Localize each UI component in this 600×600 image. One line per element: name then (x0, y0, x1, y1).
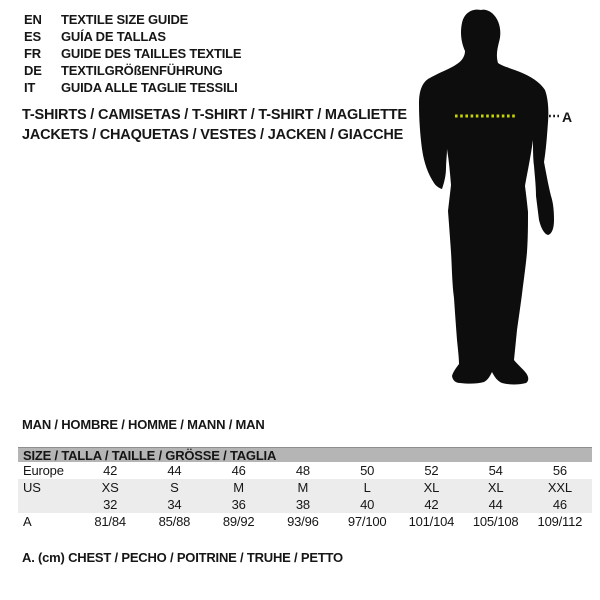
size-cell: 54 (488, 463, 503, 478)
size-cell: 40 (360, 497, 375, 512)
size-cell: 93/96 (287, 514, 319, 529)
size-cell: 89/92 (222, 514, 255, 529)
size-cell: XL (487, 480, 504, 495)
size-cell: 42 (103, 463, 118, 478)
size-table (18, 447, 592, 530)
size-cell: 48 (295, 463, 310, 478)
section-title-man: MAN / HOMBRE / HOMME / MANN / MAN (22, 417, 265, 432)
size-cell: 38 (295, 497, 310, 512)
size-cell: 56 (552, 463, 567, 478)
measurement-figure (410, 6, 574, 396)
language-list (24, 11, 241, 96)
size-cell: 97/100 (347, 514, 387, 529)
language-code: ES (24, 29, 41, 44)
size-cell: 109/112 (537, 514, 583, 529)
measure-label-a: A (562, 109, 573, 125)
size-table-header: SIZE / TALLA / TAILLE / GRÖSSE / TAGLIA (18, 447, 592, 462)
size-cell: XS (101, 480, 119, 495)
size-cell: M (233, 480, 244, 495)
category-line-tshirts: T-SHIRTS / CAMISETAS / T-SHIRT / T-SHIRT / MAGLIETTE (22, 107, 407, 123)
row-label: US (23, 480, 41, 495)
size-cell: L (363, 480, 371, 495)
table-row-chest-a (18, 513, 592, 530)
size-cell: 101/104 (408, 514, 455, 529)
size-cell: 42 (424, 497, 439, 512)
chest-footnote: A. (cm) CHEST / PECHO / POITRINE / TRUHE / PETTO (22, 550, 343, 565)
size-cell: 44 (488, 497, 503, 512)
language-code: IT (24, 80, 36, 95)
size-cell: 52 (424, 463, 439, 478)
language-label: GUIDA ALLE TAGLIE TESSILI (61, 80, 238, 95)
language-code: DE (24, 63, 42, 78)
size-cell: 46 (231, 463, 246, 478)
row-label: Europe (23, 463, 64, 478)
table-row-us-numeric (18, 496, 592, 513)
size-cell: 34 (167, 497, 182, 512)
category-line-jackets: JACKETS / CHAQUETAS / VESTES / JACKEN / GIACCHE (22, 127, 404, 143)
row-label: A (23, 514, 32, 529)
language-code: FR (24, 46, 41, 61)
size-cell: M (297, 480, 309, 495)
size-cell: 32 (103, 497, 118, 512)
language-row (24, 79, 241, 96)
language-row (24, 62, 241, 79)
size-cell: XL (423, 480, 440, 495)
table-row-us (18, 479, 592, 496)
table-row-europe (18, 462, 592, 479)
garment-categories (22, 105, 407, 145)
male-silhouette-svg (410, 6, 574, 396)
size-cell: XXL (547, 480, 572, 495)
size-cell: 85/88 (158, 514, 191, 529)
man-silhouette (419, 10, 554, 385)
language-row (24, 28, 241, 45)
size-cell: 81/84 (94, 514, 126, 529)
language-row (24, 11, 241, 28)
size-cell: 36 (231, 497, 246, 512)
size-cell: 105/108 (472, 514, 519, 529)
language-label: GUIDE DES TAILLES TEXTILE (61, 46, 242, 61)
language-label: TEXTILE SIZE GUIDE (61, 12, 189, 27)
size-cell: S (170, 480, 179, 495)
size-cell: 46 (552, 497, 567, 512)
language-row (24, 45, 241, 62)
size-cell: 44 (167, 463, 182, 478)
language-code: EN (24, 12, 42, 27)
size-cell: 50 (360, 463, 375, 478)
language-label: GUÍA DE TALLAS (61, 29, 166, 44)
language-label: TEXTILGRÖßENFÜHRUNG (61, 63, 223, 78)
